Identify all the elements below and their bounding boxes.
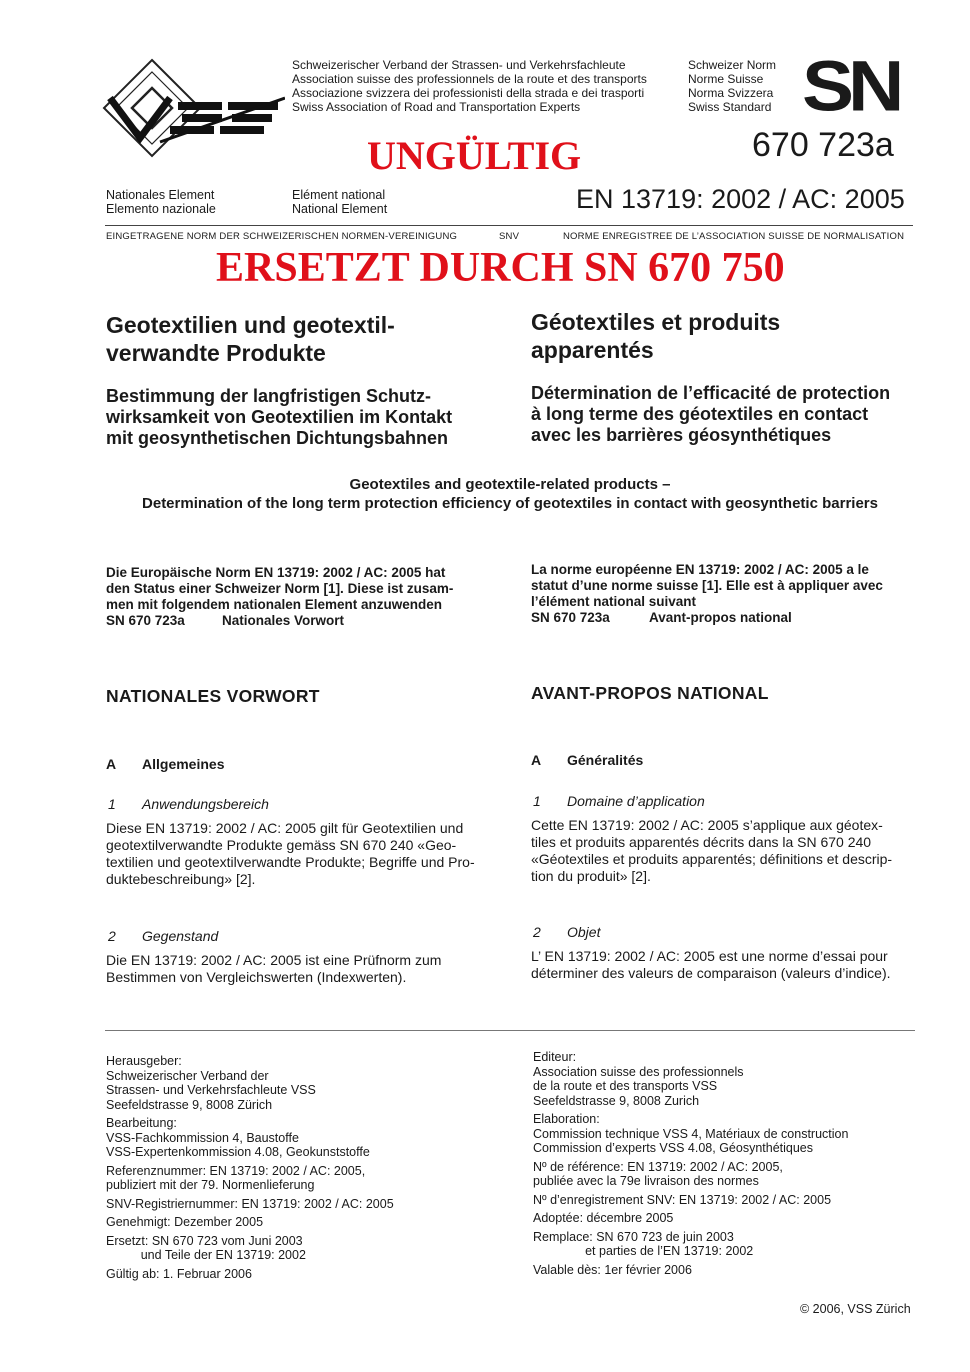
subtitle-fr (531, 383, 951, 446)
title-line: apparentés (531, 337, 654, 363)
title-en (90, 475, 930, 513)
standard-type-line: Schweizer Norm (688, 58, 777, 72)
status-line: La norme européenne EN 13719: 2002 / AC: 2005 a le (531, 562, 869, 577)
body-line: déterminer des valeurs de comparaison (valeurs d’indice). (531, 965, 891, 981)
footer-block (533, 1193, 913, 1208)
body-line: duktebeschreibung» [2]. (106, 871, 256, 887)
footer-block (106, 1234, 516, 1263)
section-heading-fr (531, 752, 643, 768)
body-line: Die EN 13719: 2002 / AC: 2005 ist eine Prüfnorm zum (106, 952, 442, 968)
title-line: Determination of the long term protection efficiency of geotextiles in contact with geosynthetic barriers (142, 495, 878, 512)
item-title: Domaine d’application (567, 793, 705, 809)
footer-line: Editeur: (533, 1050, 577, 1064)
reference-name: Avant-propos national (649, 610, 792, 625)
stamp-invalid: UNGÜLTIG (367, 133, 582, 178)
foreword-heading-de: NATIONALES VORWORT (106, 686, 320, 706)
subtitle-de (106, 386, 516, 449)
item-heading-fr-1 (533, 793, 705, 809)
footer-block (106, 1215, 516, 1230)
element-label: Nationales Element (106, 188, 215, 202)
footer-line: Seefeldstrasse 9, 8008 Zurich (533, 1093, 700, 1108)
body-line: Bestimmen von Vergleichswerten (Indexwerten). (106, 969, 407, 985)
footer-line: Strassen- und Verkehrsfachleute VSS (106, 1083, 316, 1097)
footer-line: et parties de l’EN 13719: 2002 (533, 1244, 754, 1258)
body-line: tiles et produits apparentés décrits dans la SN 670 240 (531, 834, 872, 850)
body-line: «Géotextiles et produits apparentés; définitions et descrip- (531, 851, 893, 867)
footer-line: Elaboration: (533, 1112, 600, 1126)
subtitle-line: à long terme des géotextiles en contact (531, 404, 869, 424)
registered-snv: SNV (499, 231, 520, 242)
body-line: tion du produit» [2]. (531, 868, 651, 884)
footer-line: Seefeldstrasse 9, 8008 Zürich (106, 1097, 273, 1112)
subtitle-line: mit geosynthetischen Dichtungsbahnen (106, 428, 449, 448)
subtitle-line: wirksamkeit von Geotextilien im Kontakt (106, 407, 453, 427)
item-body-de-2 (106, 952, 496, 986)
title-line: Geotextiles and geotextile-related products – (349, 476, 671, 493)
item-number: 2 (533, 924, 541, 940)
body-line: Diese EN 13719: 2002 / AC: 2005 gilt für Geotextilien und (106, 820, 464, 836)
foreword-heading-fr: AVANT-PROPOS NATIONAL (531, 683, 769, 703)
subtitle-line: Détermination de l’efficacité de protection (531, 383, 891, 403)
item-number: 2 (108, 928, 116, 944)
footer-block (106, 1054, 516, 1112)
sn-logo: SN (802, 45, 899, 127)
national-element-fr (292, 188, 387, 216)
status-line: men mit folgendem nationalen Element anzuwenden (106, 597, 443, 612)
element-label: Elément national (292, 188, 386, 202)
standard-type-line: Norma Svizzera (688, 86, 774, 100)
item-heading-de-1 (108, 796, 269, 812)
item-body-fr-1 (531, 817, 921, 885)
footer-de (106, 1054, 516, 1281)
footer-line: Association suisse des professionnels (533, 1064, 744, 1079)
footer-line: Commission d’experts VSS 4.08, Géosynthétiques (533, 1141, 813, 1155)
footer-line: Bearbeitung: (106, 1116, 177, 1130)
element-label: National Element (292, 202, 388, 216)
footer-line: Referenznummer: EN 13719: 2002 / AC: 2005, (106, 1163, 366, 1178)
footer-line: Nº de référence: EN 13719: 2002 / AC: 2005, (533, 1159, 783, 1174)
item-heading-de-2 (108, 928, 218, 944)
footer-divider (105, 1030, 915, 1031)
footer-block (533, 1050, 913, 1108)
vss-logo (100, 58, 285, 158)
title-line: verwandte Produkte (106, 340, 326, 366)
subtitle-line: Bestimmung der langfristigen Schutz- (106, 386, 432, 406)
status-reference (531, 610, 931, 626)
footer-line: und Teile der EN 13719: 2002 (106, 1248, 306, 1262)
association-line: Associazione svizzera dei professionisti della strada e dei trasporti (292, 86, 645, 100)
footer-block (533, 1160, 913, 1189)
body-line: textilien und geotextilverwandte Produkte; Begriffe und Pro- (106, 854, 475, 870)
en-reference: EN 13719: 2002 / AC: 2005 (576, 184, 905, 214)
national-element-de (106, 188, 216, 216)
title-line: Geotextilien und geotextil- (106, 312, 395, 338)
standard-number: 670 723a (752, 126, 894, 164)
item-title: Gegenstand (142, 928, 219, 944)
footer-line: Herausgeber: (106, 1054, 182, 1068)
header-divider (105, 225, 913, 226)
footer-line: Gültig ab: 1. Februar 2006 (106, 1266, 252, 1281)
body-line: L’ EN 13719: 2002 / AC: 2005 est une norme d’essai pour (531, 948, 888, 964)
status-line: den Status einer Schweizer Norm [1]. Diese ist zusam- (106, 581, 454, 596)
status-reference (106, 613, 496, 629)
footer-block (533, 1230, 913, 1259)
status-line: Die Europäische Norm EN 13719: 2002 / AC: 2005 hat (106, 565, 446, 580)
footer-line: VSS-Fachkommission 4, Baustoffe (106, 1130, 299, 1145)
footer-block (533, 1211, 913, 1226)
item-heading-fr-2 (533, 924, 600, 940)
section-heading-de (106, 756, 224, 772)
reference-number: SN 670 723a (531, 610, 610, 625)
footer-block (106, 1116, 516, 1160)
subtitle-line: avec les barrières géosynthétiques (531, 425, 832, 445)
association-names (292, 58, 647, 114)
footer-block (533, 1263, 913, 1278)
registered-norm-de: EINGETRAGENE NORM DER SCHWEIZERISCHEN NORMEN-VEREINIGUNG (106, 231, 458, 242)
body-line: geotextilverwandte Produkte gemäss SN 670 240 «Geo- (106, 837, 457, 853)
association-line: Association suisse des professionnels de la route et des transports (292, 72, 647, 86)
footer-line: publiziert mit der 79. Normenlieferung (106, 1178, 315, 1192)
footer-block (106, 1197, 516, 1212)
footer-line: de la route et des transports VSS (533, 1079, 718, 1093)
item-body-de-1 (106, 820, 496, 888)
association-line: Swiss Association of Road and Transportation Experts (292, 100, 581, 114)
status-fr (531, 562, 931, 626)
standard-type-names (688, 58, 776, 114)
footer-line: Valable dès: 1er février 2006 (533, 1262, 692, 1277)
body-line: Cette EN 13719: 2002 / AC: 2005 s’applique aux géotex- (531, 817, 883, 833)
footer-line: Genehmigt: Dezember 2005 (106, 1215, 264, 1229)
title-de (106, 311, 506, 367)
footer-fr (533, 1050, 913, 1277)
footer-line: publiée avec la 79e livraison des normes (533, 1174, 759, 1188)
item-title: Objet (567, 924, 601, 940)
footer-line: VSS-Expertenkommission 4.08, Geokunststoffe (106, 1145, 370, 1159)
copyright: © 2006, VSS Zürich (800, 1302, 911, 1316)
footer-line: Adoptée: décembre 2005 (533, 1211, 674, 1225)
footer-block (106, 1267, 516, 1282)
registered-norm-fr: NORME ENREGISTREE DE L’ASSOCIATION SUISSE DE NORMALISATION (563, 231, 905, 242)
status-line: statut d’une norme suisse [1]. Elle est à appliquer avec (531, 578, 883, 593)
stamp-replaced: ERSETZT DURCH SN 670 750 (216, 245, 785, 291)
item-number: 1 (108, 796, 116, 812)
item-body-fr-2 (531, 948, 931, 982)
footer-line: Nº d’enregistrement SNV: EN 13719: 2002 / AC: 2005 (533, 1192, 832, 1207)
footer-line: SNV-Registriernummer: EN 13719: 2002 / AC: 2005 (106, 1196, 394, 1211)
item-number: 1 (533, 793, 541, 809)
footer-block (533, 1112, 913, 1156)
reference-number: SN 670 723a (106, 613, 185, 628)
footer-line: Commission technique VSS 4, Matériaux de construction (533, 1126, 849, 1141)
section-title: Allgemeines (142, 756, 225, 772)
title-line: Géotextiles et produits (531, 309, 781, 335)
section-letter: A (106, 756, 117, 772)
standard-type-line: Swiss Standard (688, 100, 772, 114)
footer-line: Schweizerischer Verband der (106, 1068, 269, 1083)
element-label: Elemento nazionale (106, 202, 216, 216)
status-line: l’élément national suivant (531, 594, 697, 609)
item-title: Anwendungsbereich (142, 796, 269, 812)
status-de (106, 565, 496, 629)
standard-type-line: Norme Suisse (688, 72, 764, 86)
footer-line: Ersetzt: SN 670 723 vom Juni 2003 (106, 1233, 303, 1248)
title-fr (531, 308, 931, 364)
section-title: Généralités (567, 752, 644, 768)
association-line: Schweizerischer Verband der Strassen- und Verkehrsfachleute (292, 58, 626, 72)
section-letter: A (531, 752, 542, 768)
footer-block (106, 1164, 516, 1193)
reference-name: Nationales Vorwort (222, 613, 345, 628)
footer-line: Remplace: SN 670 723 de juin 2003 (533, 1229, 734, 1244)
